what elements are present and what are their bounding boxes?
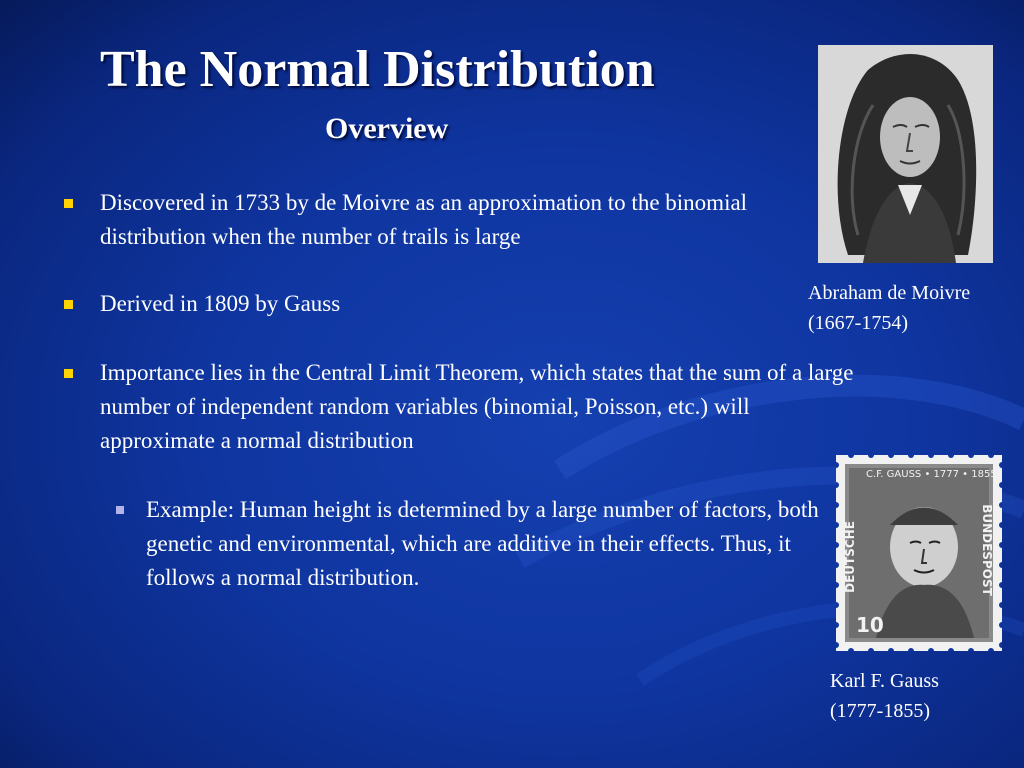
bullet-marker bbox=[64, 199, 73, 208]
sub-bullet-text: Example: Human height is determined by a large number of factors, both genetic and environmental, which are additive in their effects. Thus, it follows a normal distribution. bbox=[146, 497, 819, 590]
slide-title: The Normal Distribution bbox=[100, 41, 655, 98]
bullet-text: Discovered in 1733 by de Moivre as an approximation to the binomial distribution when the number of trails is large bbox=[100, 190, 748, 249]
gauss-caption bbox=[830, 666, 939, 726]
stamp-right-text: BUNDESPOST bbox=[979, 504, 994, 596]
sub-bullet-marker bbox=[116, 506, 124, 514]
bullet-text: Importance lies in the Central Limit Theorem, which states that the sum of a large number of independent random variables (binomial, Poisson, etc.) will approximate a normal distribution bbox=[100, 360, 854, 453]
bullet-marker bbox=[64, 369, 73, 378]
de-moivre-caption bbox=[808, 278, 970, 338]
slide-subtitle: Overview bbox=[325, 112, 449, 145]
stamp-top-text: C.F. GAUSS • 1777 • 1855 bbox=[866, 469, 997, 480]
gauss-caption-years: (1777-1855) bbox=[830, 700, 930, 722]
bullet-marker bbox=[64, 300, 73, 309]
gauss-stamp bbox=[836, 455, 1002, 651]
stamp-left-text: DEUTSCHE bbox=[842, 521, 857, 593]
portrait-engraving-icon bbox=[818, 45, 993, 263]
de-moivre-caption-name: Abraham de Moivre bbox=[808, 282, 971, 304]
de-moivre-caption-years: (1667-1754) bbox=[808, 312, 908, 334]
bullet-text: Derived in 1809 by Gauss bbox=[100, 291, 341, 316]
de-moivre-portrait bbox=[818, 45, 993, 263]
stamp-value: 10 bbox=[856, 613, 884, 637]
gauss-caption-name: Karl F. Gauss bbox=[830, 670, 939, 692]
